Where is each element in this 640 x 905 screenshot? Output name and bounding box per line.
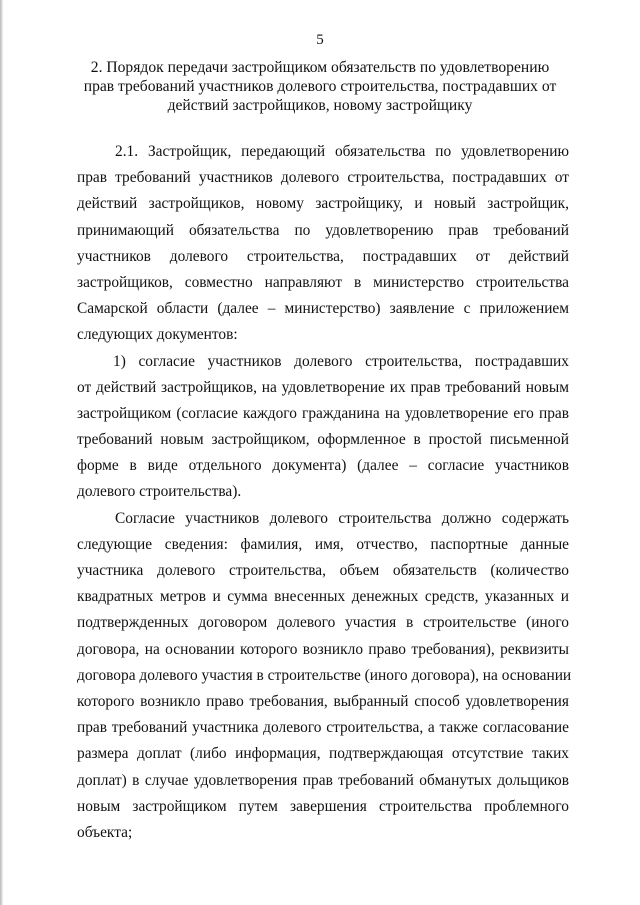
text-line: требований новым застройщиком, оформленное в простой письменной: [77, 431, 569, 449]
text-line: действий застройщиков, новому застройщику, и новый застройщик,: [77, 195, 569, 213]
text-line: застройщиков, совместно направляют в министерство строительства: [77, 273, 569, 291]
text-line: форме в виде отдельного документа) (далее – согласие участников: [77, 457, 569, 475]
text-line: которого возникло право требования, выбранный способ удовлетворения: [77, 692, 569, 710]
heading-line: 2. Порядок передачи застройщиком обязательств по удовлетворению: [90, 59, 550, 76]
paragraph-consent-details: [77, 506, 572, 846]
document-body: [77, 139, 572, 846]
text-line: договора долевого участия в строительстве (иного договора), на основании: [77, 666, 572, 684]
scan-edge-shadow: [0, 0, 3, 905]
text-line: Согласие участников долевого строительства должно содержать: [115, 509, 569, 527]
text-line: следующие сведения: фамилия, имя, отчество, паспортные данные: [77, 535, 569, 553]
text-line: подтвержденных договором долевого участия в строительстве (иного: [77, 614, 569, 632]
heading-line: прав требований участников долевого строительства, пострадавших от: [83, 78, 557, 95]
text-line: 1) согласие участников долевого строительства, пострадавших: [113, 352, 569, 370]
text-line: объекта;: [77, 823, 133, 841]
text-line: 2.1. Застройщик, передающий обязательства по удовлетворению: [115, 143, 569, 160]
paragraph-item-1: [77, 349, 569, 506]
paragraph-2-1: [77, 139, 569, 349]
text-line: участников долевого строительства, пострадавших от действий: [77, 247, 569, 265]
page-number: 5: [316, 32, 324, 48]
text-line: размера доплат (либо информация, подтверждающая отсутствие таких: [77, 745, 569, 763]
text-line: договора, на основании которого возникло право требования), реквизиты: [77, 640, 569, 658]
heading-line: действий застройщиков, новому застройщику: [167, 97, 473, 114]
text-line: принимающий обязательства по удовлетворению прав требований: [77, 221, 569, 239]
text-line: долевого строительства).: [77, 483, 242, 501]
text-line: прав требований участника долевого строительства, а также согласование: [77, 719, 569, 737]
text-line: прав требований участников долевого строительства, пострадавших от: [77, 169, 569, 187]
text-line: Самарской области (далее – министерство) заявление с приложением: [77, 300, 569, 318]
text-line: квадратных метров и сумма внесенных денежных средств, указанных и: [77, 588, 569, 606]
text-line: застройщиком (согласие каждого гражданина на удовлетворение его прав: [77, 404, 569, 422]
text-line: от действий застройщиков, на удовлетворение их прав требований новым: [77, 378, 569, 396]
text-line: новым застройщиком путем завершения строительства проблемного: [77, 797, 569, 815]
text-line: следующих документов:: [77, 326, 238, 344]
text-line: участника долевого строительства, объем обязательств (количество: [77, 562, 569, 579]
section-heading: [60, 58, 580, 115]
text-line: доплат) в случае удовлетворения прав требований обманутых дольщиков: [77, 771, 569, 789]
